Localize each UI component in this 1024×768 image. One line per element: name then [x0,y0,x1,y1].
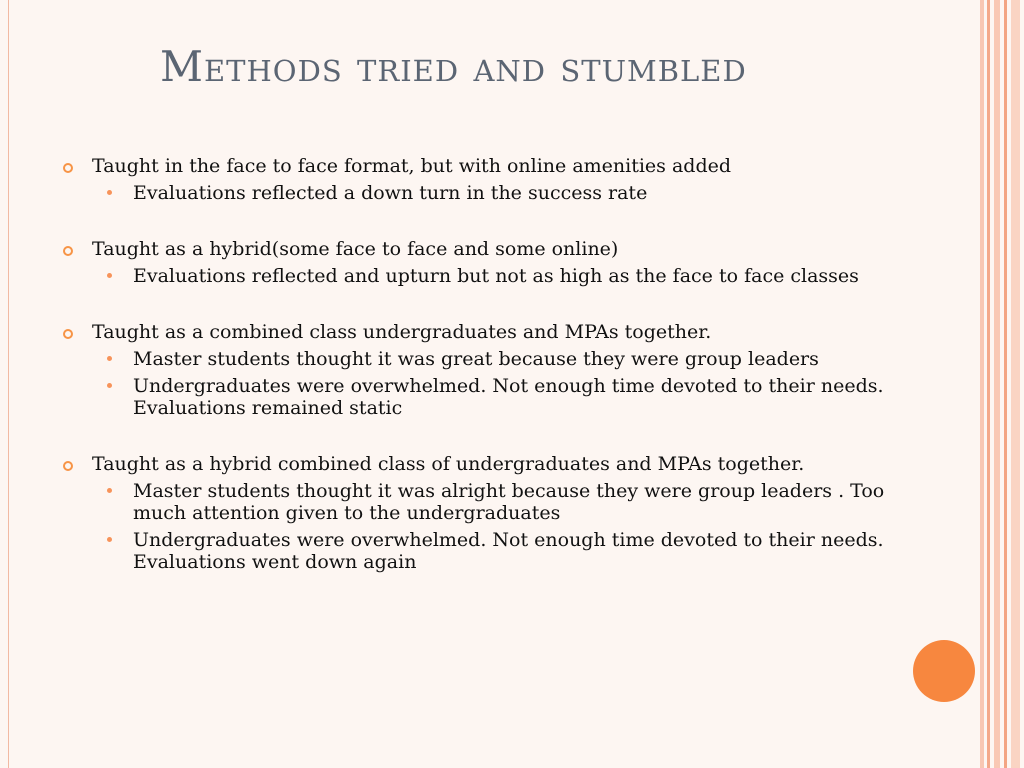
sub-bullet-text: Evaluations reflected and upturn but not as high as the face to face classes [133,265,859,287]
ring-bullet-icon [63,246,73,256]
bullet-list [62,155,912,607]
ring-bullet-icon [63,461,73,471]
sub-bullet [62,348,912,370]
dot-bullet-icon [107,273,112,278]
dot-bullet-icon [107,383,112,388]
bullet-item [62,238,912,287]
slide-title: Methods tried and stumbled [160,42,747,91]
ring-bullet-icon [63,163,73,173]
sub-bullet [62,529,912,573]
bullet-level1 [62,155,912,177]
sub-bullet [62,375,912,419]
decorative-stripes [980,0,1024,768]
bullet-level1 [62,453,912,475]
bullet-text: Taught in the face to face format, but with online amenities added [92,155,732,177]
bullet-text: Taught as a hybrid combined class of undergraduates and MPAs together. [92,453,805,475]
sub-bullet [62,480,912,524]
dot-bullet-icon [107,190,112,195]
dot-bullet-icon [107,537,112,542]
bullet-item [62,321,912,419]
dot-bullet-icon [107,356,112,361]
bullet-item [62,155,912,204]
sub-bullet-text: Undergraduates were overwhelmed. Not enough time devoted to their needs. Evaluations remained static [133,375,884,419]
sub-bullet [62,265,912,287]
ring-bullet-icon [63,329,73,339]
sub-bullet-text: Master students thought it was great because they were group leaders [133,348,819,370]
sub-bullet-text: Undergraduates were overwhelmed. Not enough time devoted to their needs. Evaluations went down again [133,529,884,573]
bullet-item [62,453,912,573]
bullet-text: Taught as a hybrid(some face to face and some online) [92,238,619,260]
dot-bullet-icon [107,488,112,493]
sub-bullet [62,182,912,204]
orange-circle-decoration [913,640,975,702]
sub-bullet-text: Master students thought it was alright because they were group leaders . Too much attention given to the undergraduates [133,480,885,524]
sub-bullet-text: Evaluations reflected a down turn in the success rate [133,182,648,204]
bullet-text: Taught as a combined class undergraduates and MPAs together. [92,321,712,343]
bullet-level1 [62,321,912,343]
left-frame-line [8,0,9,768]
bullet-level1 [62,238,912,260]
